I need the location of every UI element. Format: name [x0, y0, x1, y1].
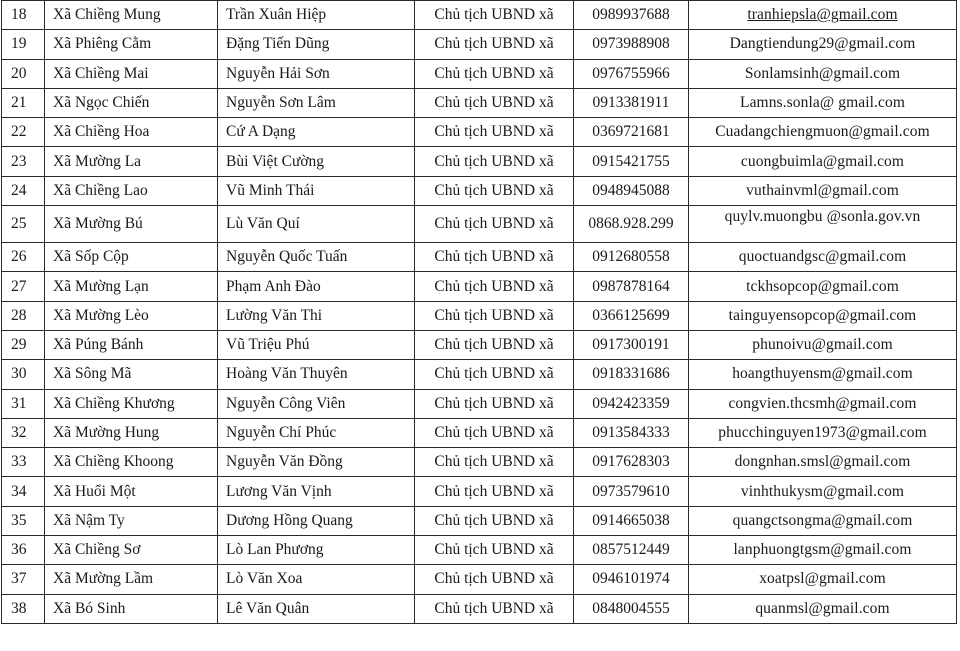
position-title: Chủ tịch UBND xã [415, 389, 574, 418]
email-address: quangctsongma@gmail.com [689, 506, 957, 535]
row-number: 37 [2, 565, 45, 594]
position-title: Chủ tịch UBND xã [415, 565, 574, 594]
row-number: 28 [2, 301, 45, 330]
table-row [2, 448, 957, 477]
table-row [2, 477, 957, 506]
commune-name: Xã Sốp Cộp [45, 243, 218, 272]
email-address: Cuadangchiengmuon@gmail.com [689, 118, 957, 147]
commune-name: Xã Nậm Ty [45, 506, 218, 535]
commune-name: Xã Mường Lầm [45, 565, 218, 594]
row-number: 35 [2, 506, 45, 535]
email-address: dongnhan.smsl@gmail.com [689, 448, 957, 477]
person-name: Nguyễn Công Viên [218, 389, 415, 418]
position-title: Chủ tịch UBND xã [415, 118, 574, 147]
phone-number: 0948945088 [574, 176, 689, 205]
commune-name: Xã Mường Lạn [45, 272, 218, 301]
commune-name: Xã Mường Lèo [45, 301, 218, 330]
phone-number: 0848004555 [574, 594, 689, 623]
email-address: lanphuongtgsm@gmail.com [689, 536, 957, 565]
email-address: hoangthuyensm@gmail.com [689, 360, 957, 389]
position-title: Chủ tịch UBND xã [415, 176, 574, 205]
phone-number: 0913584333 [574, 418, 689, 447]
phone-number: 0987878164 [574, 272, 689, 301]
table-row [2, 59, 957, 88]
email-link[interactable]: tranhiepsla@gmail.com [747, 6, 898, 24]
table-row [2, 418, 957, 447]
commune-name: Xã Bó Sinh [45, 594, 218, 623]
position-title: Chủ tịch UBND xã [415, 59, 574, 88]
table-row [2, 243, 957, 272]
row-number: 32 [2, 418, 45, 447]
person-name: Lường Văn Thi [218, 301, 415, 330]
row-number: 33 [2, 448, 45, 477]
phone-number: 0857512449 [574, 536, 689, 565]
person-name: Dương Hồng Quang [218, 506, 415, 535]
commune-name: Xã Mường Hung [45, 418, 218, 447]
table-row [2, 360, 957, 389]
email-address: vuthainvml@gmail.com [689, 176, 957, 205]
phone-number: 0976755966 [574, 59, 689, 88]
commune-name: Xã Chiềng Hoa [45, 118, 218, 147]
person-name: Nguyễn Văn Đồng [218, 448, 415, 477]
commune-name: Xã Chiềng Lao [45, 176, 218, 205]
position-title: Chủ tịch UBND xã [415, 243, 574, 272]
table-row [2, 206, 957, 243]
email-address: quanmsl@gmail.com [689, 594, 957, 623]
phone-number: 0973579610 [574, 477, 689, 506]
email-address: vinhthukysm@gmail.com [689, 477, 957, 506]
position-title: Chủ tịch UBND xã [415, 30, 574, 59]
position-title: Chủ tịch UBND xã [415, 506, 574, 535]
commune-name: Xã Mường La [45, 147, 218, 176]
position-title: Chủ tịch UBND xã [415, 301, 574, 330]
row-number: 19 [2, 30, 45, 59]
position-title: Chủ tịch UBND xã [415, 594, 574, 623]
person-name: Lò Văn Xoa [218, 565, 415, 594]
person-name: Nguyễn Quốc Tuấn [218, 243, 415, 272]
email-address: quylv.muongbu @sonla.gov.vn [689, 206, 957, 243]
email-address: quoctuandgsc@gmail.com [689, 243, 957, 272]
person-name: Nguyễn Sơn Lâm [218, 88, 415, 117]
phone-number: 0989937688 [574, 1, 689, 30]
row-number: 20 [2, 59, 45, 88]
phone-number: 0369721681 [574, 118, 689, 147]
email-address: congvien.thcsmh@gmail.com [689, 389, 957, 418]
table-row [2, 1, 957, 30]
person-name: Phạm Anh Đào [218, 272, 415, 301]
phone-number: 0868.928.299 [574, 206, 689, 243]
table-row [2, 88, 957, 117]
row-number: 29 [2, 330, 45, 359]
contact-table [1, 0, 957, 624]
person-name: Nguyễn Chí Phúc [218, 418, 415, 447]
person-name: Lê Văn Quân [218, 594, 415, 623]
table-row [2, 30, 957, 59]
table-row [2, 301, 957, 330]
row-number: 21 [2, 88, 45, 117]
person-name: Đặng Tiến Dũng [218, 30, 415, 59]
table-row [2, 272, 957, 301]
person-name: Cứ A Dạng [218, 118, 415, 147]
email-address [689, 1, 957, 30]
row-number: 26 [2, 243, 45, 272]
commune-name: Xã Chiềng Khương [45, 389, 218, 418]
position-title: Chủ tịch UBND xã [415, 206, 574, 243]
contact-table-body [2, 1, 957, 624]
row-number: 27 [2, 272, 45, 301]
row-number: 36 [2, 536, 45, 565]
person-name: Lò Lan Phương [218, 536, 415, 565]
row-number: 22 [2, 118, 45, 147]
position-title: Chủ tịch UBND xã [415, 330, 574, 359]
email-address: phucchinguyen1973@gmail.com [689, 418, 957, 447]
person-name: Lương Văn Vịnh [218, 477, 415, 506]
person-name: Hoàng Văn Thuyên [218, 360, 415, 389]
position-title: Chủ tịch UBND xã [415, 418, 574, 447]
row-number: 30 [2, 360, 45, 389]
position-title: Chủ tịch UBND xã [415, 88, 574, 117]
row-number: 25 [2, 206, 45, 243]
row-number: 34 [2, 477, 45, 506]
email-address: Dangtiendung29@gmail.com [689, 30, 957, 59]
row-number: 31 [2, 389, 45, 418]
email-address: xoatpsl@gmail.com [689, 565, 957, 594]
table-row [2, 176, 957, 205]
phone-number: 0918331686 [574, 360, 689, 389]
phone-number: 0912680558 [574, 243, 689, 272]
table-row [2, 565, 957, 594]
email-address: Lamns.sonla@ gmail.com [689, 88, 957, 117]
position-title: Chủ tịch UBND xã [415, 272, 574, 301]
phone-number: 0913381911 [574, 88, 689, 117]
row-number: 38 [2, 594, 45, 623]
phone-number: 0946101974 [574, 565, 689, 594]
row-number: 18 [2, 1, 45, 30]
person-name: Lù Văn Quí [218, 206, 415, 243]
phone-number: 0915421755 [574, 147, 689, 176]
email-address: tainguyensopcop@gmail.com [689, 301, 957, 330]
table-row [2, 147, 957, 176]
email-address: cuongbuimla@gmail.com [689, 147, 957, 176]
commune-name: Xã Chiềng Sơ [45, 536, 218, 565]
position-title: Chủ tịch UBND xã [415, 1, 574, 30]
phone-number: 0973988908 [574, 30, 689, 59]
person-name: Bùi Việt Cường [218, 147, 415, 176]
table-row [2, 594, 957, 623]
row-number: 23 [2, 147, 45, 176]
commune-name: Xã Púng Bánh [45, 330, 218, 359]
person-name: Vũ Triệu Phú [218, 330, 415, 359]
email-address: phunoivu@gmail.com [689, 330, 957, 359]
position-title: Chủ tịch UBND xã [415, 477, 574, 506]
commune-name: Xã Sông Mã [45, 360, 218, 389]
email-address: Sonlamsinh@gmail.com [689, 59, 957, 88]
position-title: Chủ tịch UBND xã [415, 147, 574, 176]
table-row [2, 536, 957, 565]
phone-number: 0917300191 [574, 330, 689, 359]
commune-name: Xã Huổi Một [45, 477, 218, 506]
commune-name: Xã Chiềng Mung [45, 1, 218, 30]
commune-name: Xã Chiềng Khoong [45, 448, 218, 477]
table-row [2, 330, 957, 359]
table-row [2, 118, 957, 147]
table-row [2, 506, 957, 535]
phone-number: 0917628303 [574, 448, 689, 477]
phone-number: 0914665038 [574, 506, 689, 535]
row-number: 24 [2, 176, 45, 205]
commune-name: Xã Chiềng Mai [45, 59, 218, 88]
position-title: Chủ tịch UBND xã [415, 536, 574, 565]
position-title: Chủ tịch UBND xã [415, 360, 574, 389]
phone-number: 0366125699 [574, 301, 689, 330]
commune-name: Xã Ngọc Chiến [45, 88, 218, 117]
phone-number: 0942423359 [574, 389, 689, 418]
person-name: Vũ Minh Thái [218, 176, 415, 205]
commune-name: Xã Mường Bú [45, 206, 218, 243]
position-title: Chủ tịch UBND xã [415, 448, 574, 477]
person-name: Nguyễn Hải Sơn [218, 59, 415, 88]
table-row [2, 389, 957, 418]
email-address: tckhsopcop@gmail.com [689, 272, 957, 301]
commune-name: Xã Phiêng Cằm [45, 30, 218, 59]
person-name: Trần Xuân Hiệp [218, 1, 415, 30]
